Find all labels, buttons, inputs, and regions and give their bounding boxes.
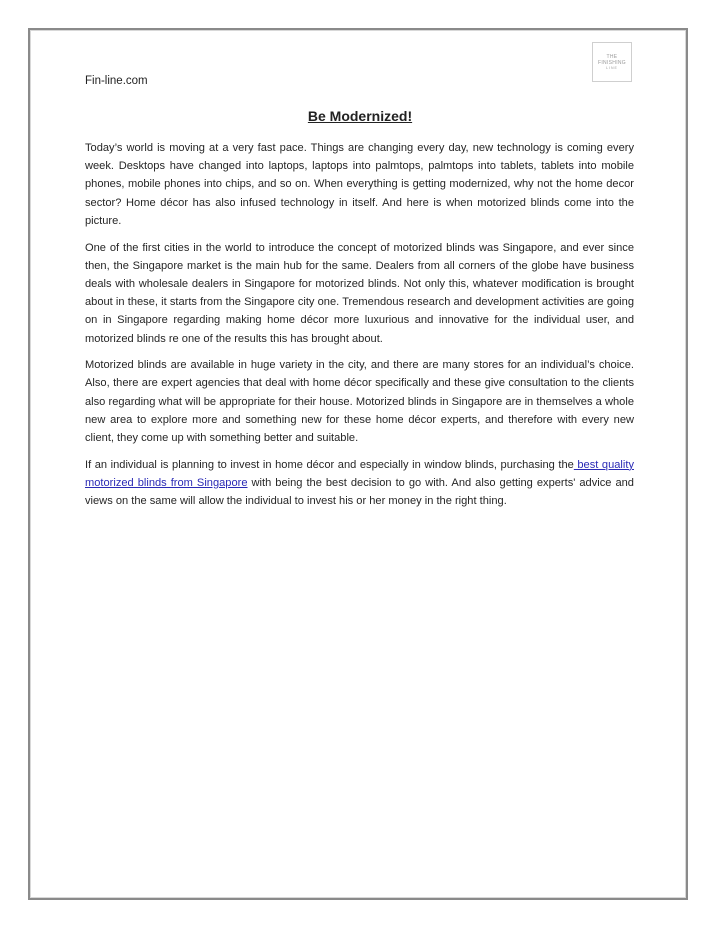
paragraph-4-outro: with being the best decision to go with. And also getting experts' advice and views on the same will allow the individual to invest his or her money in the right thing.: [85, 476, 634, 508]
logo-line-line: LINE: [606, 65, 618, 70]
logo-line-finishing: FINISHING: [598, 59, 626, 66]
paragraph-4: [85, 456, 634, 511]
finishing-line-logo: [592, 42, 632, 82]
paragraph-1: Today’s world is moving at a very fast pace. Things are changing every day, new technology is coming every week. Desktops have changed into laptops, laptops into palmtops, palmtops into tablets, tablets into mobile phones, mobile phones into chips, and so on. When everything is getting modernized, why not the home decor sector? Home décor has also infused technology in itself. And here is when motorized blinds come into the picture.: [85, 142, 634, 227]
motorized-blinds-link[interactable]: best quality motorized blinds from Singapore: [85, 458, 634, 489]
paragraph-4-intro: If an individual is planning to invest in home décor and especially in window blinds, purchasing the: [85, 458, 574, 471]
logo-line-the: THE: [606, 53, 618, 60]
paragraph-3: Motorized blinds are available in huge variety in the city, and there are many stores for an individual’s choice. Also, there are expert agencies that deal with home décor specifically and these give consultation to the clients also regarding what will be appropriate for their house. Motorized blinds in Singapore are in themselves a whole new area to explore more and something new for these home décor experts, and therefore with every new client, they come up with something better and suitable.: [85, 359, 634, 445]
article-body: [85, 139, 634, 519]
paragraph-2: One of the first cities in the world to introduce the concept of motorized blinds was Singapore, and ever since then, the Singapore market is the main hub for the same. Dealers from all corners of the globe have business deals with wholesale dealers in Singapore for motorized blinds. Not only this, whatever modification is brought about in these, it starts from the Singapore city one. Tremendous research and development activities are going on in Singapore regarding making home décor more luxurious and innovative for the individual user, and motorized blinds re one of the results this has brought about.: [85, 241, 634, 345]
site-name: Fin-line.com: [85, 75, 148, 87]
document-title: Be Modernized!: [307, 108, 413, 124]
